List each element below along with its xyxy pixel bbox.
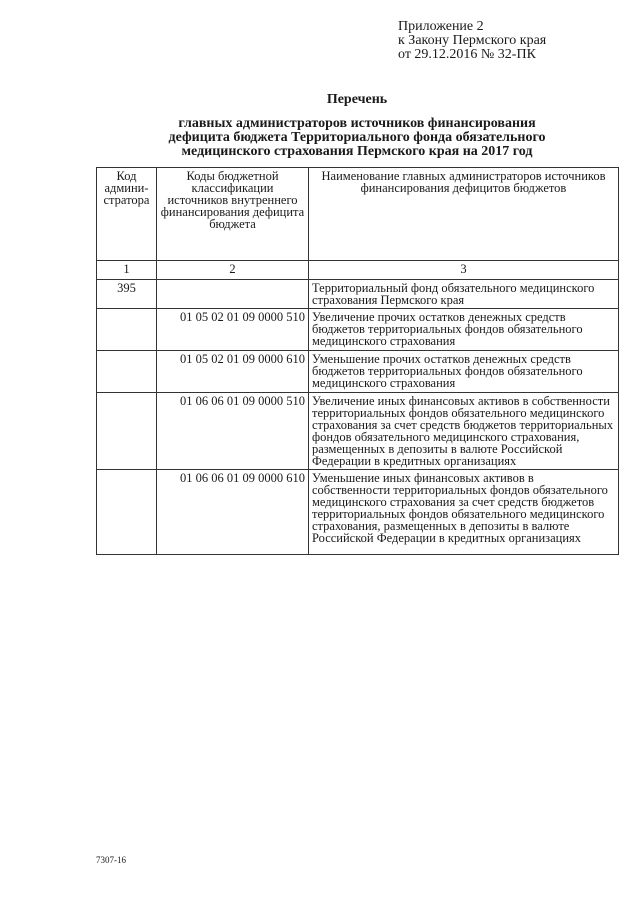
- table-header-row: [97, 168, 619, 261]
- admin-code-cell: [97, 393, 157, 470]
- table-row: [97, 393, 619, 470]
- admin-code-cell: [97, 309, 157, 351]
- appendix-line-2: к Закону Пермского края: [398, 33, 547, 48]
- column-number: 3: [309, 261, 619, 280]
- document-subtitle-line-1: главных администраторов источников финансирования: [178, 116, 536, 131]
- table-row: [97, 280, 619, 309]
- budget-code-cell: 01 05 02 01 09 0000 510: [157, 309, 309, 351]
- appendix-note: [398, 20, 546, 62]
- table-row: [97, 470, 619, 555]
- document-subtitle-line-3: медицинского страхования Пермского края на 2017 год: [181, 144, 533, 159]
- document-subtitle-line-2: дефицита бюджета Территориального фонда обязательного: [168, 130, 546, 145]
- column-header-name: Наименование главных администраторов источников финансирования дефицитов бюджетов: [309, 168, 619, 261]
- budget-code-cell: 01 06 06 01 09 0000 610: [157, 470, 309, 555]
- administrator-name-cell: Уменьшение прочих остатков денежных средств бюджетов территориальных фондов обязательного медицинского страхования: [309, 351, 619, 393]
- column-header-budget-code: Коды бюджетной классификации источников внутреннего финансирования дефицита бюджета: [157, 168, 309, 261]
- column-header-admin-code: Код админи-стратора: [97, 168, 157, 261]
- admin-code-cell: [97, 351, 157, 393]
- document-title: Перечень: [326, 92, 388, 107]
- appendix-line-1: Приложение 2: [398, 19, 484, 34]
- table-row: [97, 309, 619, 351]
- column-number: 2: [157, 261, 309, 280]
- administrator-name-cell: Территориальный фонд обязательного медицинского страхования Пермского края: [309, 280, 619, 309]
- budget-code-cell: [157, 280, 309, 309]
- document-heading: [96, 93, 618, 159]
- administrator-name-cell: Уменьшение иных финансовых активов в собственности территориальных фондов обязательного медицинского страхования за счет средств бюджетов территориальных фондов обязательного медицинского страхования, размещенных в депозиты в валюте Российской Федерации в кредитных организациях: [309, 470, 619, 555]
- budget-code-cell: 01 06 06 01 09 0000 510: [157, 393, 309, 470]
- budget-code-cell: 01 05 02 01 09 0000 610: [157, 351, 309, 393]
- administrator-name-cell: Увеличение прочих остатков денежных средств бюджетов территориальных фондов обязательного медицинского страхования: [309, 309, 619, 351]
- table-row: [97, 351, 619, 393]
- column-number: 1: [97, 261, 157, 280]
- appendix-line-3: от 29.12.2016 № 32-ПК: [398, 47, 536, 62]
- admin-code-cell: [97, 470, 157, 555]
- administrators-table: [96, 167, 619, 555]
- document-number: 7307-16: [96, 855, 126, 865]
- admin-code-cell: 395: [97, 280, 157, 309]
- administrator-name-cell: Увеличение иных финансовых активов в собственности территориальных фондов обязательного медицинского страхования за счет средств бюджетов территориальных фондов обязательного медицинского страхования, размещенных в депозиты в валюте Российской Федерации в кредитных организациях: [309, 393, 619, 470]
- column-number-row: [97, 261, 619, 280]
